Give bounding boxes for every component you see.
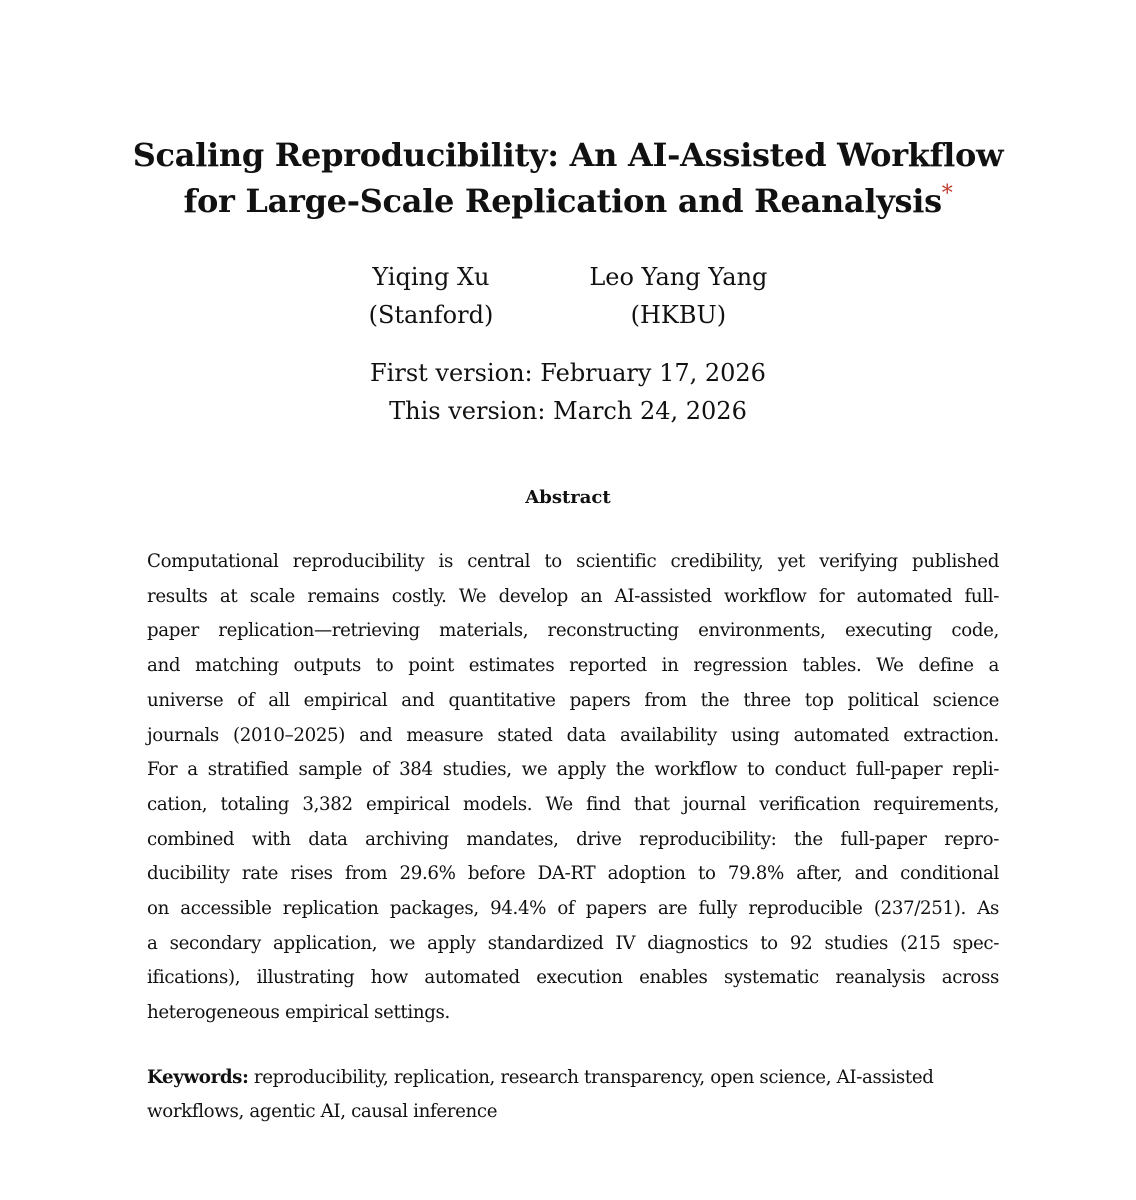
author-1-affiliation: (Stanford) — [368, 301, 494, 329]
title-footnote-mark[interactable]: * — [941, 181, 953, 207]
abstract-line: results at scale remains costly. We develop an AI-assisted workflow for automated full- — [147, 585, 999, 607]
author-2-name: Leo Yang Yang — [589, 263, 768, 291]
abstract-heading: Abstract — [525, 487, 611, 508]
keywords — [147, 1061, 1009, 1129]
title-line-2-text: for Large-Scale Replication and Reanalysis — [183, 182, 942, 220]
abstract-line: heterogeneous empirical settings. — [147, 1002, 450, 1024]
abstract-line: combined with data archiving mandates, drive reproducibility: the full-paper repro- — [147, 828, 999, 850]
author-list — [0, 258, 1136, 334]
abstract-line: universe of all empirical and quantitative papers from the three top political science — [147, 689, 999, 711]
abstract-line: Computational reproducibility is central to scientific credibility, yet verifying published — [147, 551, 999, 572]
keywords-line-2: workflows, agentic AI, causal inference — [147, 1101, 498, 1122]
author-2-affiliation: (HKBU) — [630, 301, 727, 329]
author-2 — [589, 258, 767, 334]
title-line-1: Scaling Reproducibility: An AI-Assisted Workflow — [132, 136, 1004, 174]
paper-title — [0, 132, 1136, 224]
author-1 — [369, 258, 494, 334]
abstract-line: a secondary application, we apply standardized IV diagnostics to 92 studies (215 spec- — [147, 932, 999, 954]
abstract-line: and matching outputs to point estimates reported in regression tables. We define a — [147, 655, 999, 677]
abstract-line: ducibility rate rises from 29.6% before DA-RT adoption to 79.8% after, and conditional — [147, 863, 999, 885]
abstract-line: ifications), illustrating how automated execution enables systematic reanalysis across — [147, 967, 999, 989]
abstract-line: paper replication—retrieving materials, reconstructing environments, executing code, — [147, 620, 999, 642]
abstract-line: cation, totaling 3,382 empirical models. We find that journal verification requirements, — [147, 793, 999, 815]
abstract-line: on accessible replication packages, 94.4% of papers are fully reproducible (237/251). As — [147, 898, 999, 920]
abstract-line: For a stratified sample of 384 studies, we apply the workflow to conduct full-paper repli- — [147, 759, 999, 781]
first-version-date: First version: February 17, 2026 — [370, 359, 766, 387]
this-version-date: This version: March 24, 2026 — [389, 397, 747, 425]
keywords-text-1: reproducibility, replication, research transparency, open science, AI-assisted — [253, 1067, 934, 1088]
title-line-2 — [0, 178, 1136, 224]
abstract-line: journals (2010–2025) and measure stated data availability using automated extraction. — [147, 724, 999, 746]
author-1-name: Yiqing Xu — [372, 263, 490, 291]
keywords-label: Keywords: — [147, 1067, 249, 1088]
abstract-body — [147, 545, 999, 1031]
keywords-line-1 — [147, 1061, 1009, 1095]
version-dates — [0, 354, 1136, 430]
